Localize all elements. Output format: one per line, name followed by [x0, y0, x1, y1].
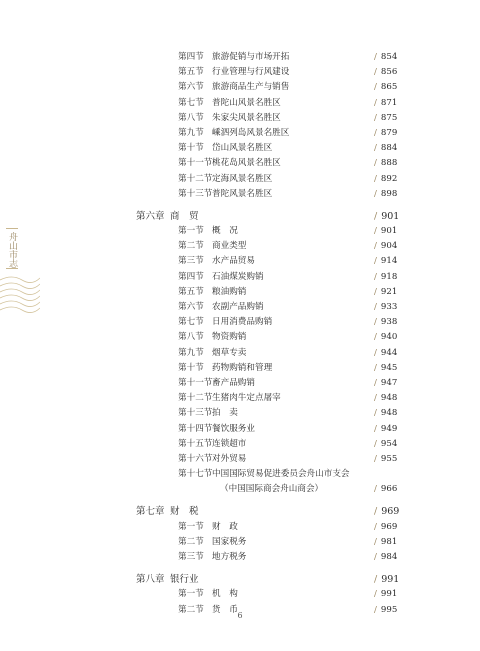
toc-entry-number: 第十五节: [178, 438, 213, 449]
page-separator-slash: /: [374, 112, 377, 123]
toc-entry-number: 第一节: [178, 521, 204, 532]
page-separator-slash: /: [374, 82, 377, 93]
toc-entry-title: 嵊泗列岛风景名胜区: [212, 127, 290, 138]
toc-entry-page: [374, 209, 412, 224]
toc-entry-page-number: 904: [380, 241, 398, 252]
toc-entry-number: 第十二节: [178, 173, 213, 184]
page-separator-slash: /: [374, 536, 377, 547]
toc-entry-title: 连锁超市: [212, 438, 247, 449]
toc-entry-page: [374, 80, 412, 95]
toc-entry-page: [374, 65, 412, 80]
toc-entry-number: 第十节: [178, 362, 204, 373]
page-separator-slash: /: [374, 241, 377, 252]
toc-entry-title: 普陀山风景名胜区: [212, 97, 281, 108]
toc-entry-page: [374, 361, 412, 376]
toc-section-row[interactable]: [136, 587, 412, 602]
toc-section-row[interactable]: [136, 452, 412, 467]
toc-entry-page-number: 949: [380, 423, 398, 434]
page-separator-slash: /: [374, 362, 377, 373]
toc-entry-title: 旅游商品生产与销售: [212, 82, 290, 93]
toc-entry-number: 第四节: [178, 52, 204, 62]
wave-decoration-icon: [0, 272, 40, 316]
toc-entry-page-number: 966: [380, 484, 398, 495]
toc-entry-page-number: 884: [380, 143, 398, 154]
toc-entry-title: 中国国际贸易促进委员会舟山市支会: [212, 469, 350, 480]
toc-entry-page: [374, 391, 412, 406]
toc-entry-title: 日用消费品购销: [212, 317, 273, 328]
toc-entry-title: 桃花岛风景名胜区: [212, 158, 281, 169]
page-number: 6: [237, 611, 243, 620]
page-separator-slash: /: [374, 226, 377, 237]
toc-entry-page: [374, 96, 412, 111]
toc-entry-number: 第二节: [178, 604, 204, 615]
toc-section-row[interactable]: [136, 550, 412, 565]
toc-entry-page: [374, 520, 412, 535]
toc-entry-page-number: 955: [380, 453, 398, 464]
toc-entry-page-number: 888: [380, 158, 398, 169]
toc-entry-page: [374, 315, 412, 330]
toc-section-row[interactable]: [136, 300, 412, 315]
toc-entry-number: 第十一节: [178, 158, 213, 169]
toc-entry-title: 商业类型: [212, 241, 247, 252]
toc-entry-page-number: 984: [380, 552, 398, 562]
toc-entry-page-number: 901: [380, 226, 398, 237]
toc-entry-number: 第十七节: [178, 469, 213, 480]
toc-entry-page: [374, 254, 412, 269]
toc-entry-title: 粮油购销: [212, 286, 247, 297]
toc-entry-number: 第十六节: [178, 453, 213, 464]
page-separator-slash: /: [374, 484, 377, 495]
toc-entry-title: 财 税: [170, 506, 199, 518]
page-separator-slash: /: [374, 188, 377, 199]
page-separator-slash: /: [374, 506, 378, 518]
toc-entry-number: 第七章: [136, 506, 165, 518]
toc-entry-title: 普陀风景名胜区: [212, 188, 273, 199]
page-separator-slash: /: [374, 67, 377, 78]
toc-entry-page-number: 938: [380, 317, 398, 328]
page-separator-slash: /: [374, 438, 377, 449]
toc-entry-number: 第一节: [178, 226, 204, 237]
page-separator-slash: /: [374, 332, 377, 343]
toc-entry-page: [374, 156, 412, 171]
toc-entry-page: [374, 172, 412, 187]
toc-entry-page-number: 969: [380, 521, 398, 532]
page-separator-slash: /: [374, 393, 377, 404]
toc-entry-number: 第六节: [178, 302, 204, 312]
page-separator-slash: /: [374, 158, 377, 169]
toc-section-row[interactable]: [136, 239, 412, 254]
toc-section-row[interactable]: [136, 270, 412, 285]
toc-entry-title: 行业管理与行风建设: [212, 67, 290, 78]
toc-entry-page-number: 892: [380, 173, 398, 184]
toc-entry-page: [374, 452, 412, 467]
toc-entry-page: [374, 346, 412, 361]
toc-entry-title: 水产品贸易: [212, 256, 255, 267]
toc-entry-page: [374, 482, 412, 497]
toc-section-row[interactable]: [136, 361, 412, 376]
page-separator-slash: /: [374, 521, 377, 532]
toc-entry-page: [374, 330, 412, 345]
toc-entry-page: [374, 126, 412, 141]
page-separator-slash: /: [374, 210, 378, 222]
toc-entry-page-number: 969: [381, 506, 400, 518]
page-separator-slash: /: [374, 589, 377, 600]
toc-entry-number: 第十三节: [178, 188, 213, 199]
toc-entry-title: 财 政: [212, 521, 238, 532]
toc-section-row[interactable]: [136, 254, 412, 269]
toc-entry-page-number: 954: [380, 438, 398, 449]
page-separator-slash: /: [374, 317, 377, 328]
toc-section-row[interactable]: [136, 376, 412, 391]
page-separator-slash: /: [374, 286, 377, 297]
toc-entry-page-number: 921: [380, 286, 398, 297]
toc-entry-page: [374, 285, 412, 300]
toc-entry-number: 第二节: [178, 241, 204, 252]
toc-entry-number: 第八节: [178, 112, 204, 123]
page-separator-slash: /: [374, 143, 377, 154]
toc-entry-page-number: 948: [380, 408, 398, 419]
toc-section-row[interactable]: [136, 96, 412, 111]
toc-entry-page: [374, 270, 412, 285]
page-separator-slash: /: [374, 127, 377, 138]
toc-entry-title: 地方税务: [212, 552, 247, 562]
toc-entry-page-number: 914: [380, 256, 398, 267]
toc-entry-number: 第五节: [178, 67, 204, 78]
toc-entry-title: （中国国际商会舟山商会）: [220, 484, 324, 495]
toc-entry-number: 第六章: [136, 210, 165, 222]
toc-entry-page: [374, 111, 412, 126]
sidebar-book-title: 舟山市志: [7, 232, 17, 268]
toc-section-row[interactable]: [136, 65, 412, 80]
toc-entry-title: 定海风景名胜区: [212, 173, 273, 184]
toc-entry-page-number: 991: [381, 574, 400, 586]
toc-section-row[interactable]: [136, 111, 412, 126]
page-separator-slash: /: [374, 453, 377, 464]
toc-entry-page-number: 875: [380, 112, 398, 123]
toc-entry-title: 物资购销: [212, 332, 247, 343]
toc-entry-page-number: 871: [380, 97, 398, 108]
toc-entry-page: [374, 587, 412, 602]
toc-entry-page: [374, 437, 412, 452]
toc-entry-page: [374, 550, 412, 565]
toc-entry-title: 朱家尖风景名胜区: [212, 112, 281, 123]
sidebar-rule-top: [6, 228, 18, 229]
page-separator-slash: /: [374, 604, 377, 615]
toc-entry-title: 餐饮服务业: [212, 423, 255, 434]
page-separator-slash: /: [374, 574, 378, 586]
toc-entry-number: 第二节: [178, 536, 204, 547]
toc-entry-page-number: 940: [380, 332, 398, 343]
toc-entry-page: [374, 535, 412, 550]
toc-entry-page: [374, 187, 412, 202]
toc-section-row[interactable]: [136, 187, 412, 202]
toc-entry-page: [374, 300, 412, 315]
page-separator-slash: /: [374, 173, 377, 184]
toc-entry-page: [374, 422, 412, 437]
toc-entry-page-number: 879: [380, 127, 398, 138]
toc-entry-title: 货 币: [212, 604, 238, 615]
toc-entry-page: [374, 572, 412, 587]
toc-entry-page-number: 944: [380, 347, 398, 358]
page-separator-slash: /: [374, 408, 377, 419]
toc-section-row[interactable]: [136, 50, 412, 65]
toc-entry-page: [374, 376, 412, 391]
page-separator-slash: /: [374, 552, 377, 562]
toc-entry-number: 第七节: [178, 317, 204, 328]
toc-section-row[interactable]: [136, 315, 412, 330]
toc-section-row[interactable]: [136, 330, 412, 345]
toc-section-row[interactable]: [136, 346, 412, 361]
toc-entry-page-number: 981: [380, 536, 398, 547]
toc-entry-page-number: 854: [380, 52, 398, 62]
toc-entry-title: 机 构: [212, 589, 238, 600]
toc-entry-number: 第十三节: [178, 408, 213, 419]
toc-entry-page-number: 948: [380, 393, 398, 404]
toc-entry-page-number: 945: [380, 362, 398, 373]
toc-chapter-row[interactable]: [136, 572, 412, 587]
page-separator-slash: /: [374, 302, 377, 312]
toc-section-row[interactable]: [136, 535, 412, 550]
toc-section-row[interactable]: [136, 224, 412, 239]
toc-entry-number: 第七节: [178, 97, 204, 108]
toc-entry-title: 拍 卖: [212, 408, 238, 419]
toc-entry-page-number: 918: [380, 271, 398, 282]
toc-entry-number: 第三节: [178, 256, 204, 267]
toc-entry-title: 对外贸易: [212, 453, 247, 464]
toc-entry-number: 第十二节: [178, 393, 213, 404]
toc-entry-page: [374, 504, 412, 519]
toc-section-row[interactable]: [136, 141, 412, 156]
toc-section-row[interactable]: [136, 156, 412, 171]
toc-entry-number: 第八节: [178, 332, 204, 343]
toc-entry-page-number: 991: [380, 589, 398, 600]
toc-entry-title: 银行业: [170, 574, 199, 586]
toc-entry-page: [374, 239, 412, 254]
toc-gap: [136, 202, 412, 209]
toc-entry-page-number: 856: [380, 67, 398, 78]
toc-entry-page: [374, 141, 412, 156]
toc-entry-title: 烟草专卖: [212, 347, 247, 358]
toc-entry-page-number: 865: [380, 82, 398, 93]
page-separator-slash: /: [374, 271, 377, 282]
toc-section-row[interactable]: [136, 406, 412, 421]
toc-entry-page: [374, 406, 412, 421]
toc-section-row[interactable]: [136, 437, 412, 452]
toc-entry-title: 商 贸: [170, 210, 199, 222]
page-separator-slash: /: [374, 347, 377, 358]
toc-entry-number: 第八章: [136, 574, 165, 586]
toc-entry-title: 概 况: [212, 226, 238, 237]
toc-entry-title: 石油煤炭购销: [212, 271, 264, 282]
toc-entry-page-number: 933: [380, 302, 398, 312]
page-separator-slash: /: [374, 52, 377, 62]
toc-section-row[interactable]: [136, 172, 412, 187]
sidebar-rule-bottom: [6, 268, 18, 269]
page-separator-slash: /: [374, 97, 377, 108]
page-separator-slash: /: [374, 423, 377, 434]
toc-section-row[interactable]: [136, 80, 412, 95]
toc-entry-page-number: 898: [380, 188, 398, 199]
toc-section-row[interactable]: [136, 285, 412, 300]
toc-entry-number: 第九节: [178, 347, 204, 358]
toc-entry-number: 第一节: [178, 589, 204, 600]
toc-gap: [136, 565, 412, 572]
toc-entry-number: 第三节: [178, 552, 204, 562]
toc-entry-page: [374, 224, 412, 239]
toc-chapter-row[interactable]: [136, 209, 412, 224]
toc-entry-number: 第九节: [178, 127, 204, 138]
toc-entry-page: [374, 50, 412, 65]
toc-entry-title: 生猪肉牛定点屠宰: [212, 393, 281, 404]
table-of-contents: [136, 50, 412, 618]
toc-entry-title: 农副产品购销: [212, 302, 264, 312]
toc-section-row[interactable]: [136, 126, 412, 141]
toc-entry-number: 第十四节: [178, 423, 213, 434]
toc-section-row[interactable]: [136, 520, 412, 535]
page-separator-slash: /: [374, 256, 377, 267]
page-separator-slash: /: [374, 377, 377, 388]
toc-entry-number: 第六节: [178, 82, 204, 93]
toc-section-row[interactable]: [136, 391, 412, 406]
toc-entry-title: 岱山风景名胜区: [212, 143, 273, 154]
toc-entry-number: 第五节: [178, 286, 204, 297]
toc-entry-number: 第四节: [178, 271, 204, 282]
toc-entry-title: 旅游促销与市场开拓: [212, 52, 290, 62]
toc-entry-number: 第十一节: [178, 377, 213, 388]
toc-chapter-row[interactable]: [136, 504, 412, 519]
toc-section-row[interactable]: [136, 482, 412, 497]
toc-entry-page-number: 901: [381, 210, 400, 222]
toc-entry-title: 药物购销和管理: [212, 362, 273, 373]
toc-entry-title: 畜产品购销: [212, 377, 255, 388]
toc-entry-page-number: 995: [380, 604, 398, 615]
toc-gap: [136, 497, 412, 504]
toc-section-row[interactable]: [136, 467, 412, 482]
toc-entry-title: 国家税务: [212, 536, 247, 547]
toc-entry-page-number: 947: [380, 377, 398, 388]
toc-entry-number: 第十节: [178, 143, 204, 154]
toc-section-row[interactable]: [136, 422, 412, 437]
